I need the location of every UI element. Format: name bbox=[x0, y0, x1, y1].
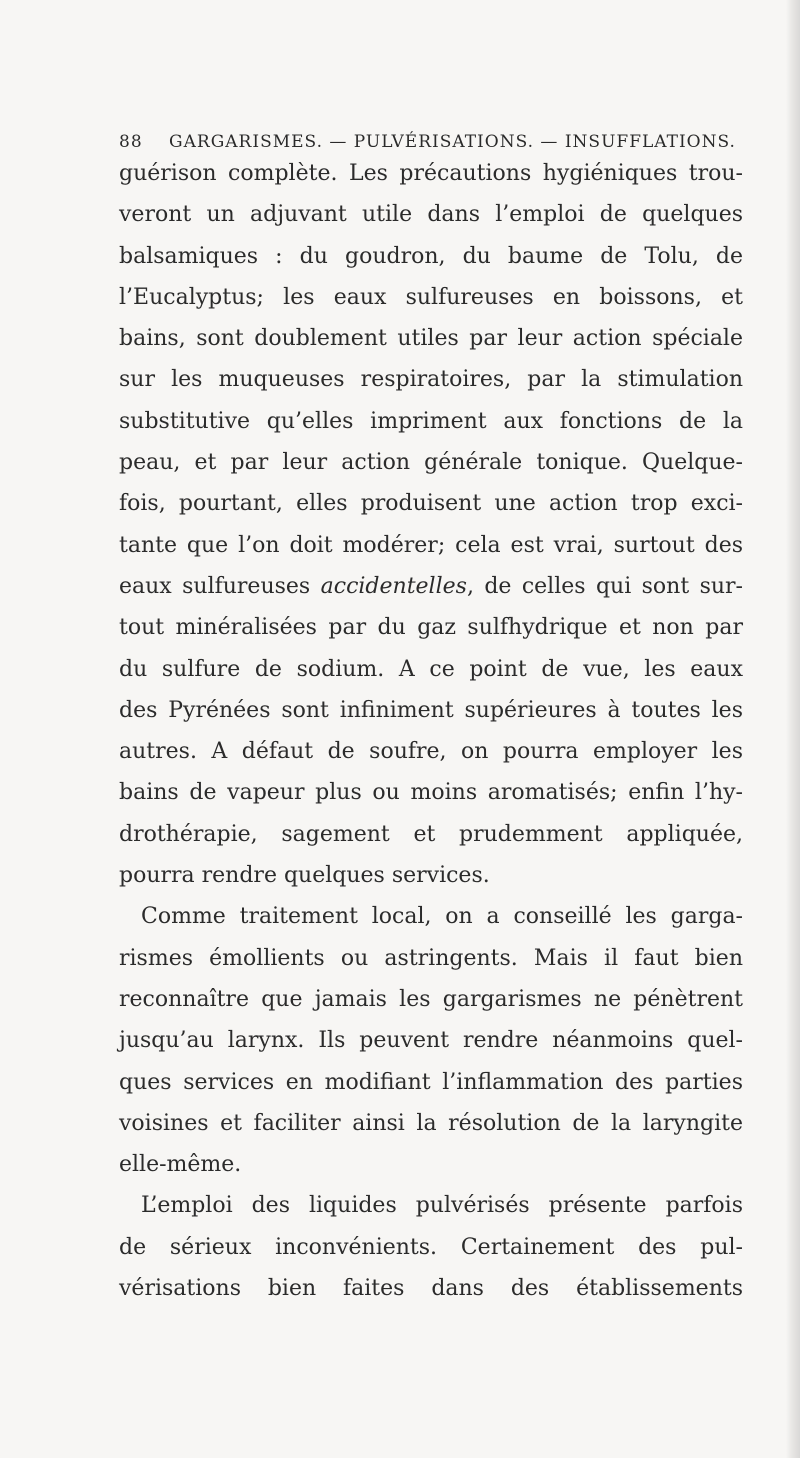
text-line: bains de vapeur plus ou moins aromatisés; enfin l’hy- bbox=[119, 780, 743, 806]
text-line: du sulfure de sodium. A ce point de vue, les eaux bbox=[119, 656, 743, 682]
paragraph bbox=[119, 1185, 743, 1309]
text-segment: eaux sulfureuses bbox=[119, 573, 321, 599]
italic-term: accidentelles bbox=[320, 573, 467, 599]
text-line: ques services en modifiant l’inflammation des parties bbox=[119, 1069, 743, 1095]
text-line: jusqu’au larynx. Ils peuvent rendre néanmoins quel- bbox=[119, 1028, 743, 1054]
text-line: balsamiques : du goudron, du baume de Tolu, de bbox=[119, 243, 743, 269]
text-line: tante que l’on doit modérer; cela est vrai, surtout des bbox=[119, 532, 743, 558]
page-edge-shadow bbox=[786, 0, 800, 1458]
page-number: 88 bbox=[119, 132, 143, 152]
text-line: bains, sont doublement utiles par leur action spéciale bbox=[119, 326, 743, 352]
paragraph bbox=[119, 153, 743, 896]
text-line: drothérapie, sagement et prudemment appliquée, bbox=[119, 821, 743, 847]
text-line: peau, et par leur action générale tonique. Quelque- bbox=[119, 450, 743, 476]
text-line: rismes émollients ou astringents. Mais il faut bien bbox=[119, 945, 743, 971]
text-segment: , de celles qui sont sur- bbox=[466, 573, 743, 599]
text-line: l’Eucalyptus; les eaux sulfureuses en boissons, et bbox=[119, 284, 743, 310]
text-line: Comme traitement local, on a conseillé les garga- bbox=[141, 904, 743, 930]
text-line: pourra rendre quelques services. bbox=[119, 863, 490, 889]
text-line: vérisations bien faites dans des établissements bbox=[119, 1276, 743, 1302]
text-line: elle-même. bbox=[119, 1152, 242, 1178]
running-title: GARGARISMES. — PULVÉRISATIONS. — INSUFFLATIONS. bbox=[169, 132, 736, 152]
paragraph bbox=[119, 896, 743, 1185]
text-line: de sérieux inconvénients. Certainement des pul- bbox=[119, 1234, 743, 1260]
text-line: guérison complète. Les précautions hygiéniques trou- bbox=[119, 161, 743, 186]
text-line: des Pyrénées sont infiniment supérieures à toutes les bbox=[119, 697, 743, 723]
text-line: veront un adjuvant utile dans l’emploi de quelques bbox=[119, 202, 743, 228]
text-line: substitutive qu’elles impriment aux fonctions de la bbox=[119, 408, 743, 434]
text-line: reconnaître que jamais les gargarismes ne pénètrent bbox=[119, 986, 743, 1012]
body-text bbox=[119, 153, 743, 1309]
text-line: autres. A défaut de soufre, on pourra employer les bbox=[119, 739, 743, 765]
text-line: tout minéralisées par du gaz sulfhydrique et non par bbox=[119, 615, 743, 641]
running-header bbox=[119, 132, 739, 152]
text-line: fois, pourtant, elles produisent une action trop exci- bbox=[119, 491, 743, 517]
text-line bbox=[119, 566, 743, 607]
text-line: voisines et faciliter ainsi la résolution de la laryngite bbox=[119, 1110, 743, 1136]
text-line: sur les muqueuses respiratoires, par la stimulation bbox=[119, 367, 743, 393]
text-line: L’emploi des liquides pulvérisés présente parfois bbox=[141, 1193, 743, 1219]
